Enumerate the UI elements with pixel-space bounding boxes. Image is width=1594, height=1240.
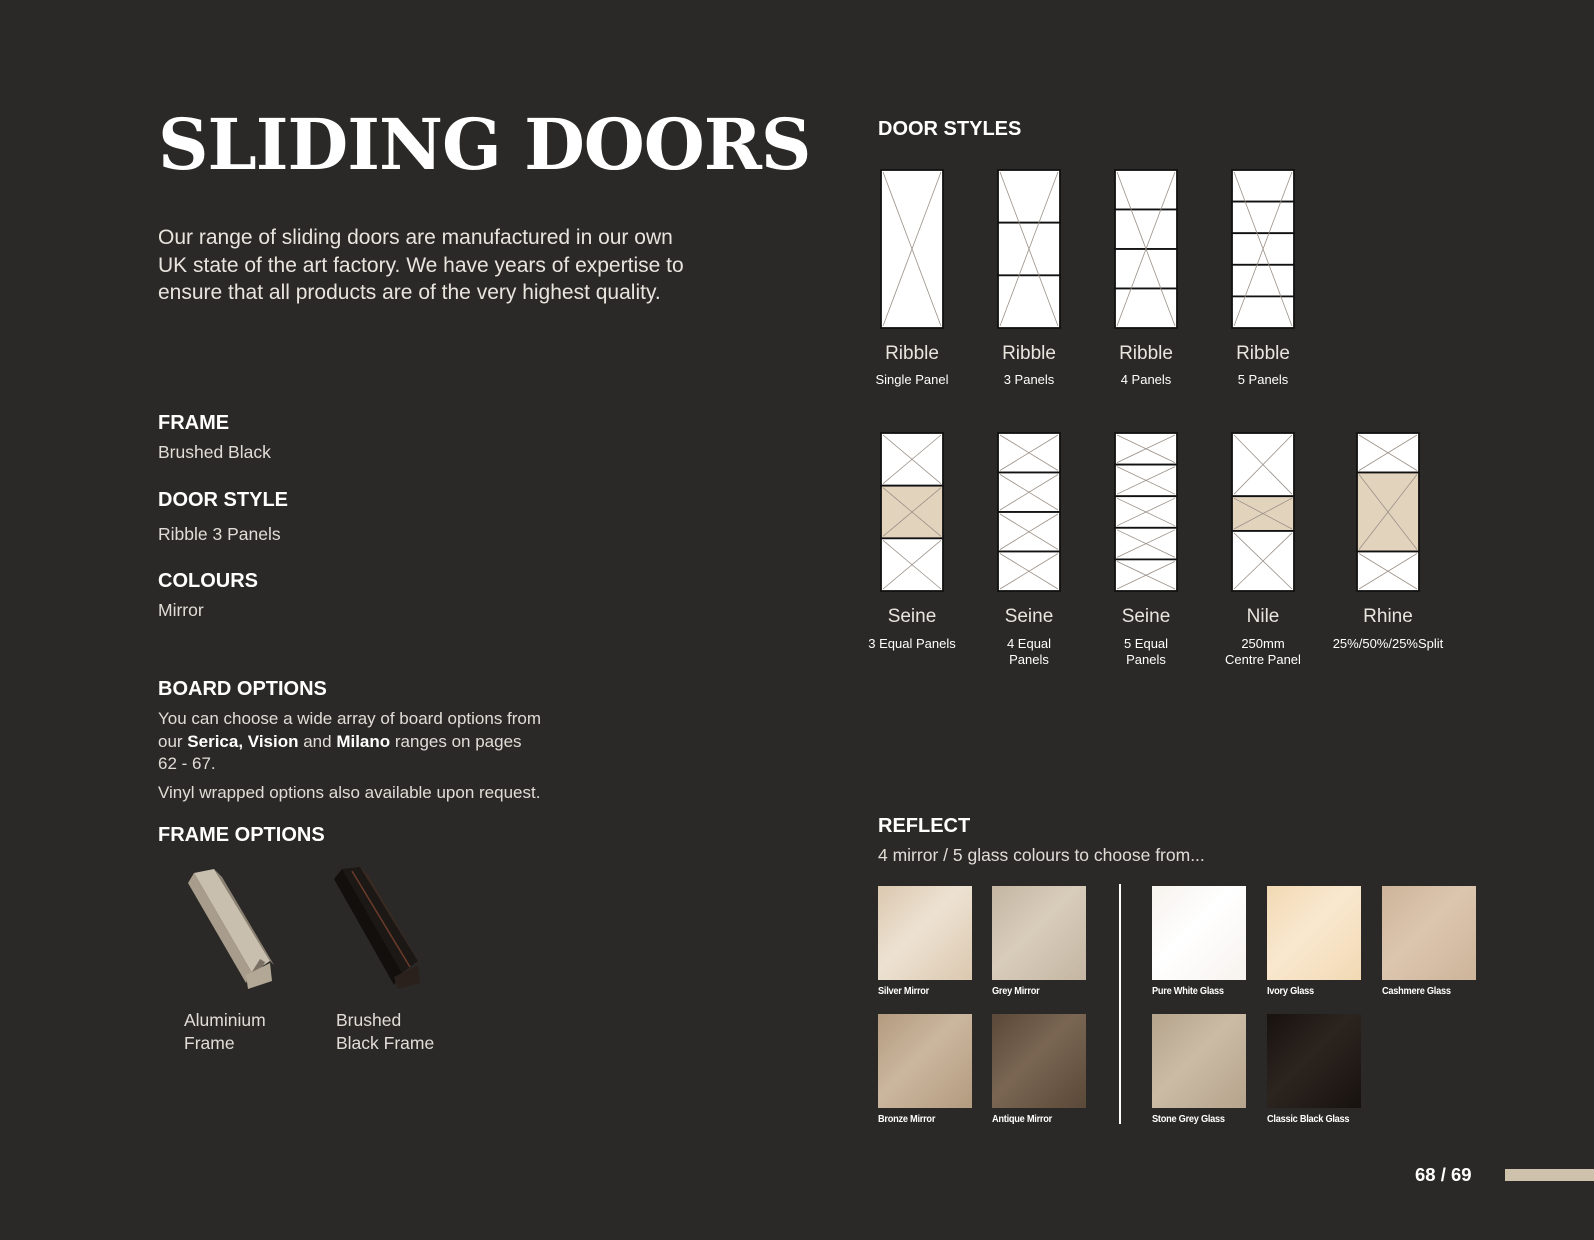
door-subtitle-line: 5 Equal xyxy=(1123,636,1169,651)
door-style-subtitle xyxy=(1081,636,1211,668)
door-style-subtitle xyxy=(964,372,1094,388)
colour-swatch-label: Grey Mirror xyxy=(992,985,1040,997)
colour-swatch xyxy=(1382,886,1476,980)
board-options-line: Vinyl wrapped options also available upon request. xyxy=(158,782,541,802)
door-subtitle-line: 5 Panels xyxy=(1237,372,1289,387)
frame-value: Brushed Black xyxy=(158,442,271,462)
intro-paragraph xyxy=(158,224,738,307)
door-style-name: Seine xyxy=(887,606,937,627)
intro-line: UK state of the art factory. We have years of expertise to xyxy=(158,253,684,277)
frame-caption-line: Aluminium xyxy=(184,1010,266,1030)
door-subtitle-line: 3 Equal Panels xyxy=(868,636,956,651)
board-range-name: Milano xyxy=(336,731,391,751)
door-style-drawing xyxy=(1356,432,1420,592)
door-style-name: Ribble xyxy=(1119,343,1173,364)
colour-swatch-label: Antique Mirror xyxy=(992,1113,1052,1125)
page-accent-bar xyxy=(1505,1169,1594,1181)
door-style-name: Ribble xyxy=(1002,343,1056,364)
door-subtitle-line: 4 Equal xyxy=(1006,636,1052,651)
door-style-name: Ribble xyxy=(885,343,939,364)
board-range-names: Serica, Vision xyxy=(187,731,299,751)
door-style-subtitle xyxy=(1081,372,1211,388)
black-frame-caption xyxy=(336,1009,434,1054)
door-subtitle-line: 4 Panels xyxy=(1120,372,1172,387)
colour-swatch-label: Silver Mirror xyxy=(878,985,930,997)
page-title: SLIDING DOORS xyxy=(158,103,811,186)
door-subtitle-line: Panels xyxy=(1126,652,1166,667)
door-style-name: Nile xyxy=(1246,606,1280,627)
black-frame-image xyxy=(332,865,422,990)
colour-swatch-label: Stone Grey Glass xyxy=(1152,1113,1225,1125)
door-style-drawing xyxy=(880,169,944,329)
door-styles-heading: DOOR STYLES xyxy=(878,118,1022,140)
colour-swatch-label: Pure White Glass xyxy=(1152,985,1224,997)
door-subtitle-line: Centre Panel xyxy=(1225,652,1301,667)
board-options-text xyxy=(158,708,588,804)
board-text-fragment: and xyxy=(298,731,337,751)
board-options-line: You can choose a wide array of board options from xyxy=(158,709,542,728)
colour-swatch xyxy=(1267,886,1361,980)
aluminium-frame-image xyxy=(186,865,276,990)
door-style-drawing xyxy=(1231,169,1295,329)
colour-swatch-label: Cashmere Glass xyxy=(1382,985,1451,997)
door-style-drawing xyxy=(997,169,1061,329)
door-style-drawing xyxy=(1114,169,1178,329)
colour-swatch-label: Classic Black Glass xyxy=(1267,1113,1350,1125)
door-subtitle-line: 25%/50%/25%Split xyxy=(1332,636,1444,651)
door-style-heading: DOOR STYLE xyxy=(158,489,289,511)
door-style-subtitle xyxy=(964,636,1094,668)
frame-options-heading: FRAME OPTIONS xyxy=(158,824,325,846)
colour-swatch xyxy=(1152,886,1246,980)
door-style-name: Ribble xyxy=(1236,343,1290,364)
board-options-heading: BOARD OPTIONS xyxy=(158,678,327,700)
intro-line: ensure that all products are of the very highest quality. xyxy=(158,281,661,304)
colour-swatch xyxy=(878,886,972,980)
intro-line: Our range of sliding doors are manufactured in our own xyxy=(158,226,673,249)
door-style-drawing xyxy=(997,432,1061,592)
door-style-drawing xyxy=(1231,432,1295,592)
colour-swatch xyxy=(1267,1014,1361,1108)
board-options-line: 62 - 67. xyxy=(158,754,216,773)
colour-swatch-label: Ivory Glass xyxy=(1267,985,1314,997)
door-style-subtitle xyxy=(847,372,977,388)
door-subtitle-line: Panels xyxy=(1009,652,1049,667)
colours-value: Mirror xyxy=(158,600,204,620)
board-options-line xyxy=(158,731,588,754)
colour-swatch xyxy=(992,1014,1086,1108)
page-number: 68 / 69 xyxy=(1415,1164,1472,1185)
door-style-name: Seine xyxy=(1121,606,1171,627)
door-subtitle-line: 3 Panels xyxy=(1003,372,1055,387)
colour-swatch xyxy=(1152,1014,1246,1108)
frame-heading: FRAME xyxy=(158,412,230,434)
door-style-subtitle xyxy=(847,636,977,652)
door-subtitle-line: 250mm xyxy=(1241,636,1285,651)
reflect-subheading: 4 mirror / 5 glass colours to choose from... xyxy=(878,845,1205,865)
door-style-subtitle xyxy=(1198,372,1328,388)
door-style-subtitle xyxy=(1198,636,1328,668)
board-text-fragment: our xyxy=(158,731,188,751)
colour-swatch-label: Bronze Mirror xyxy=(878,1113,936,1125)
board-text-fragment: ranges on pages xyxy=(390,731,522,751)
swatch-divider xyxy=(1119,884,1121,1124)
door-style-name: Rhine xyxy=(1363,606,1413,627)
colour-swatch xyxy=(992,886,1086,980)
frame-caption-line: Brushed xyxy=(336,1010,402,1030)
door-style-subtitle xyxy=(1323,636,1453,652)
colour-swatch xyxy=(878,1014,972,1108)
colours-heading: COLOURS xyxy=(158,570,258,592)
door-subtitle-line: Single Panel xyxy=(875,372,949,387)
door-style-name: Seine xyxy=(1004,606,1054,627)
door-style-value: Ribble 3 Panels xyxy=(158,524,281,544)
aluminium-frame-caption xyxy=(184,1009,266,1054)
door-style-drawing xyxy=(880,432,944,592)
frame-caption-line: Frame xyxy=(184,1032,235,1053)
door-style-drawing xyxy=(1114,432,1178,592)
frame-caption-line: Black Frame xyxy=(336,1032,435,1053)
reflect-heading: REFLECT xyxy=(878,815,971,837)
